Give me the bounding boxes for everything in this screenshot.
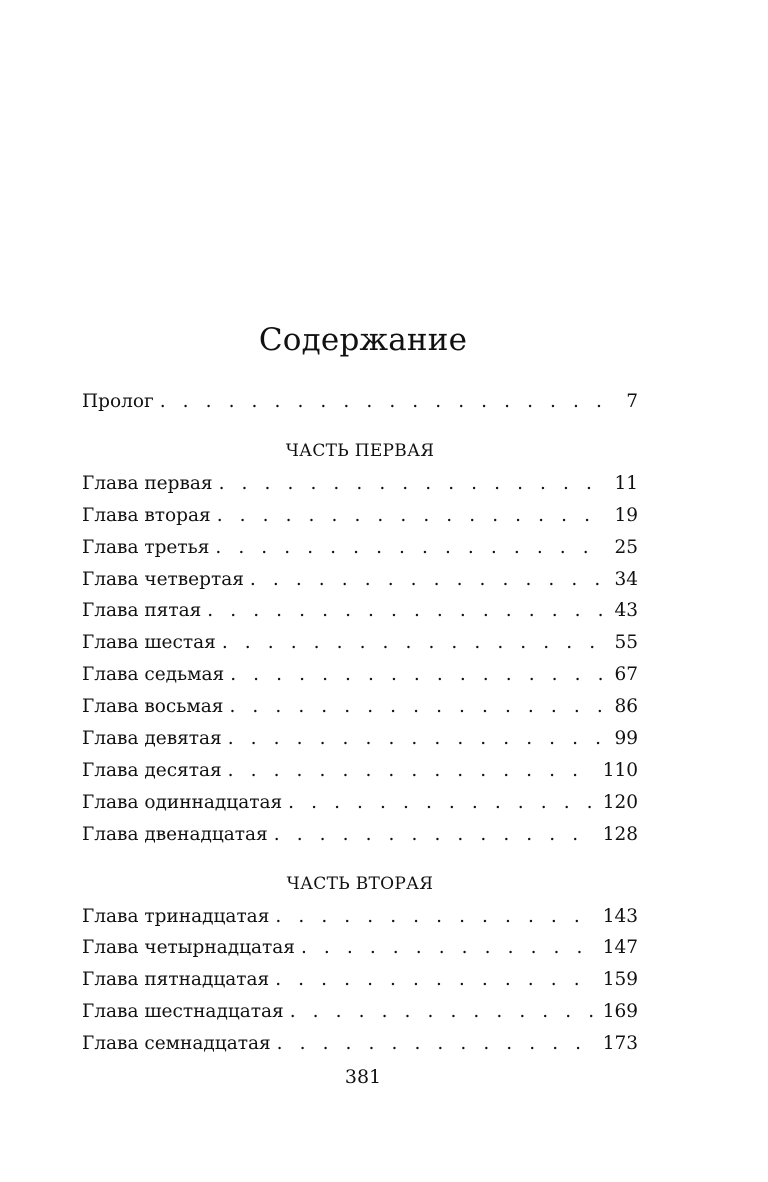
toc-entry-label: Глава восьмая [82, 696, 224, 718]
dot-leader [228, 755, 595, 787]
toc-entry-page: 86 [606, 691, 638, 723]
dot-leader [230, 659, 606, 691]
page-number: 381 [344, 1066, 382, 1088]
toc-entry-label: Глава пятая [82, 600, 202, 622]
toc-entry-page: 159 [595, 964, 638, 996]
toc-entry [82, 500, 638, 532]
toc-entry-label: Глава пятнадцатая [82, 969, 270, 991]
toc-entry-label: Глава шестая [82, 632, 216, 654]
toc-entry [82, 691, 638, 723]
toc-entry-label: Глава четвертая [82, 568, 244, 590]
dot-leader [207, 595, 606, 627]
toc-entry-label: Глава первая [82, 472, 213, 494]
dot-leader [250, 564, 607, 596]
toc-entry-label: Глава семнадцатая [82, 1033, 271, 1055]
dot-leader [277, 1028, 595, 1060]
toc-entry [82, 819, 638, 851]
dot-leader [228, 723, 607, 755]
dot-leader [229, 691, 606, 723]
toc-entry-page: 147 [595, 932, 638, 964]
dot-leader [288, 787, 595, 819]
dot-leader [275, 901, 594, 933]
toc-entry-page: 43 [606, 595, 638, 627]
toc-entry-page: 173 [595, 1028, 638, 1060]
part-heading-second: ЧАСТЬ ВТОРАЯ [286, 873, 434, 894]
toc-entry [82, 787, 638, 819]
part-heading-first: ЧАСТЬ ПЕРВАЯ [285, 440, 435, 461]
toc-entry [82, 755, 638, 787]
toc-entry-prologue [82, 386, 638, 418]
toc-entry-label: Глава четырнадцатая [82, 937, 295, 959]
dot-leader [215, 532, 606, 564]
toc-entry-page: 67 [606, 659, 638, 691]
dot-leader [219, 468, 607, 500]
toc-entry [82, 932, 638, 964]
toc-entry [82, 564, 638, 596]
toc-entry [82, 468, 638, 500]
toc-entry-label: Глава девятая [82, 728, 222, 750]
dot-leader [222, 627, 607, 659]
toc-entry-label: Глава вторая [82, 504, 211, 526]
table-of-contents [82, 386, 638, 1060]
toc-entry-label: Глава тринадцатая [82, 905, 270, 927]
toc-entry-page: 120 [595, 787, 638, 819]
toc-entry-page: 143 [595, 901, 638, 933]
toc-entry [82, 723, 638, 755]
toc-entry-label: Глава одиннадцатая [82, 791, 283, 813]
toc-entry [82, 964, 638, 996]
dot-leader [274, 819, 595, 851]
toc-entry [82, 532, 638, 564]
toc-entry-page: 99 [606, 723, 638, 755]
toc-entry-page: 11 [606, 468, 638, 500]
toc-entry-page: 110 [595, 755, 638, 787]
toc-entry [82, 1028, 638, 1060]
toc-entry [82, 996, 638, 1028]
dot-leader [301, 932, 595, 964]
toc-entry-page: 55 [606, 627, 638, 659]
toc-entry-label: Глава двенадцатая [82, 823, 268, 845]
toc-entry [82, 901, 638, 933]
dot-leader [217, 500, 607, 532]
dot-leader [160, 386, 616, 418]
toc-entry-page: 25 [606, 532, 638, 564]
page-title: Содержание [258, 322, 468, 358]
toc-entry-label: Глава десятая [82, 759, 222, 781]
part-second-chapters [82, 901, 638, 1060]
toc-entry-label: Глава третья [82, 536, 210, 558]
toc-entry-page: 7 [616, 386, 638, 418]
dot-leader [275, 964, 594, 996]
toc-entry-label: Пролог [82, 391, 154, 412]
toc-entry [82, 595, 638, 627]
toc-entry-label: Глава седьмая [82, 664, 225, 686]
toc-entry-label: Глава шестнадцатая [82, 1001, 284, 1023]
toc-entry-page: 169 [595, 996, 638, 1028]
toc-entry-page: 34 [606, 564, 638, 596]
toc-entry [82, 627, 638, 659]
part-first-chapters [82, 468, 638, 851]
toc-entry [82, 659, 638, 691]
toc-entry-page: 19 [606, 500, 638, 532]
toc-entry-page: 128 [595, 819, 638, 851]
dot-leader [290, 996, 595, 1028]
